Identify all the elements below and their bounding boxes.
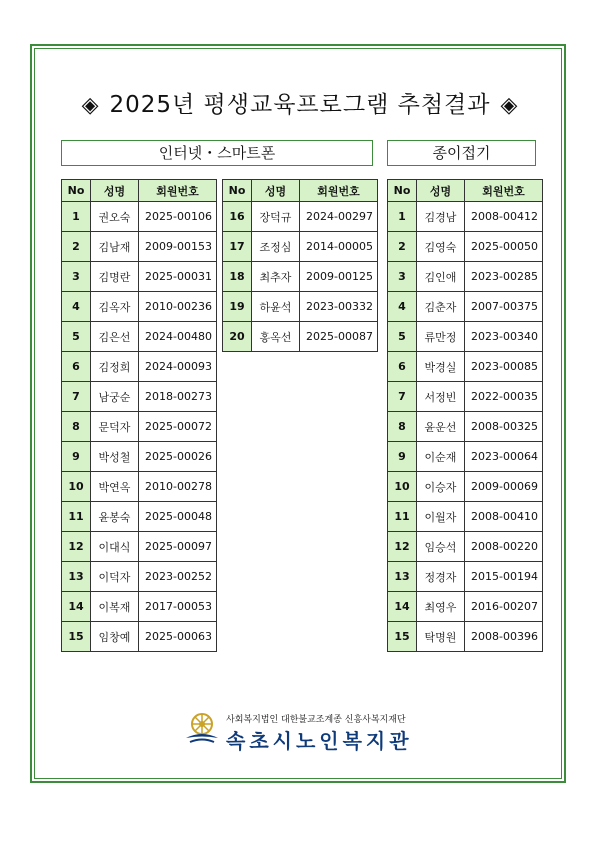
table-row — [388, 502, 543, 532]
member-id: 2008-00396 — [465, 622, 543, 652]
row-number: 9 — [388, 442, 417, 472]
header-name: 성명 — [417, 180, 465, 202]
section-label-origami: 종이접기 — [387, 140, 536, 166]
member-id: 2015-00194 — [465, 562, 543, 592]
diamond-marker-icon: ◈ — [81, 93, 100, 118]
member-id: 2010-00236 — [139, 292, 217, 322]
table-row — [223, 202, 378, 232]
table-row — [62, 412, 217, 442]
member-name: 김남재 — [91, 232, 139, 262]
member-id: 2025-00106 — [139, 202, 217, 232]
member-name: 김영숙 — [417, 232, 465, 262]
row-number: 11 — [62, 502, 91, 532]
member-id: 2022-00035 — [465, 382, 543, 412]
member-name: 이승자 — [417, 472, 465, 502]
member-name: 이덕자 — [91, 562, 139, 592]
table-row — [62, 472, 217, 502]
member-id: 2025-00072 — [139, 412, 217, 442]
row-number: 12 — [62, 532, 91, 562]
smartphone-table-2 — [222, 179, 378, 352]
row-number: 16 — [223, 202, 252, 232]
member-name: 김인애 — [417, 262, 465, 292]
member-name: 서정빈 — [417, 382, 465, 412]
table-header-row — [62, 180, 217, 202]
member-name: 김명란 — [91, 262, 139, 292]
table-row — [388, 232, 543, 262]
member-name: 이월자 — [417, 502, 465, 532]
member-id: 2010-00278 — [139, 472, 217, 502]
member-name: 정경자 — [417, 562, 465, 592]
dharma-wheel-lotus-icon — [184, 710, 220, 746]
row-number: 1 — [388, 202, 417, 232]
member-id: 2025-00087 — [300, 322, 378, 352]
member-id: 2024-00480 — [139, 322, 217, 352]
table-row — [62, 622, 217, 652]
member-name: 탁명원 — [417, 622, 465, 652]
org-subtitle: 사회복지법인 대한불교조계종 신흥사복지재단 — [226, 715, 406, 725]
header-no: No — [62, 180, 91, 202]
member-id: 2025-00097 — [139, 532, 217, 562]
member-id: 2008-00325 — [465, 412, 543, 442]
row-number: 6 — [388, 352, 417, 382]
table-row — [223, 292, 378, 322]
member-id: 2009-00069 — [465, 472, 543, 502]
row-number: 6 — [62, 352, 91, 382]
table-row — [62, 382, 217, 412]
row-number: 5 — [62, 322, 91, 352]
row-number: 13 — [388, 562, 417, 592]
member-name: 이대식 — [91, 532, 139, 562]
row-number: 2 — [388, 232, 417, 262]
member-id: 2008-00412 — [465, 202, 543, 232]
table-row — [62, 232, 217, 262]
header-no: No — [388, 180, 417, 202]
member-name: 임승석 — [417, 532, 465, 562]
table-row — [388, 592, 543, 622]
row-number: 1 — [62, 202, 91, 232]
table-row — [388, 562, 543, 592]
member-name: 이복재 — [91, 592, 139, 622]
table-row — [388, 472, 543, 502]
table-header-row — [388, 180, 543, 202]
table-row — [388, 532, 543, 562]
member-id: 2023-00064 — [465, 442, 543, 472]
member-id: 2014-00005 — [300, 232, 378, 262]
row-number: 11 — [388, 502, 417, 532]
row-number: 2 — [62, 232, 91, 262]
table-row — [62, 592, 217, 622]
member-id: 2009-00153 — [139, 232, 217, 262]
member-name: 남궁순 — [91, 382, 139, 412]
member-id: 2008-00410 — [465, 502, 543, 532]
member-name: 윤봉숙 — [91, 502, 139, 532]
row-number: 14 — [62, 592, 91, 622]
header-member-id: 회원번호 — [300, 180, 378, 202]
row-number: 12 — [388, 532, 417, 562]
header-name: 성명 — [252, 180, 300, 202]
member-id: 2025-00031 — [139, 262, 217, 292]
member-id: 2023-00252 — [139, 562, 217, 592]
origami-table — [387, 179, 543, 652]
row-number: 19 — [223, 292, 252, 322]
row-number: 7 — [388, 382, 417, 412]
member-name: 최영우 — [417, 592, 465, 622]
row-number: 10 — [388, 472, 417, 502]
member-name: 하윤석 — [252, 292, 300, 322]
member-name: 김춘자 — [417, 292, 465, 322]
row-number: 18 — [223, 262, 252, 292]
table-row — [62, 262, 217, 292]
table-row — [388, 202, 543, 232]
table-row — [388, 442, 543, 472]
table-row — [388, 322, 543, 352]
member-name: 문덕자 — [91, 412, 139, 442]
member-name: 윤운선 — [417, 412, 465, 442]
member-name: 김옥자 — [91, 292, 139, 322]
member-id: 2008-00220 — [465, 532, 543, 562]
section-label-smartphone: 인터넷・스마트폰 — [61, 140, 373, 166]
member-id: 2024-00297 — [300, 202, 378, 232]
member-name: 임창예 — [91, 622, 139, 652]
member-name: 김은선 — [91, 322, 139, 352]
member-id: 2017-00053 — [139, 592, 217, 622]
member-id: 2023-00085 — [465, 352, 543, 382]
table-row — [62, 442, 217, 472]
header-no: No — [223, 180, 252, 202]
row-number: 15 — [62, 622, 91, 652]
row-number: 10 — [62, 472, 91, 502]
member-id: 2023-00340 — [465, 322, 543, 352]
table-row — [62, 562, 217, 592]
row-number: 5 — [388, 322, 417, 352]
table-row — [388, 352, 543, 382]
member-name: 홍옥선 — [252, 322, 300, 352]
table-row — [223, 232, 378, 262]
member-id: 2025-00026 — [139, 442, 217, 472]
org-name: 속초시노인복지관 — [226, 729, 413, 753]
diamond-marker-icon: ◈ — [500, 93, 519, 118]
table-row — [388, 382, 543, 412]
table-row — [62, 202, 217, 232]
member-name: 권오숙 — [91, 202, 139, 232]
member-id: 2009-00125 — [300, 262, 378, 292]
member-id: 2023-00285 — [465, 262, 543, 292]
header-name: 성명 — [91, 180, 139, 202]
table-row — [62, 352, 217, 382]
table-row — [388, 412, 543, 442]
member-id: 2023-00332 — [300, 292, 378, 322]
row-number: 8 — [62, 412, 91, 442]
member-name: 김경남 — [417, 202, 465, 232]
member-id: 2016-00207 — [465, 592, 543, 622]
row-number: 7 — [62, 382, 91, 412]
row-number: 4 — [62, 292, 91, 322]
member-name: 김정희 — [91, 352, 139, 382]
member-name: 최추자 — [252, 262, 300, 292]
member-name: 박성철 — [91, 442, 139, 472]
row-number: 20 — [223, 322, 252, 352]
member-id: 2025-00048 — [139, 502, 217, 532]
table-row — [62, 322, 217, 352]
row-number: 17 — [223, 232, 252, 262]
member-name: 류만정 — [417, 322, 465, 352]
page-title-text: 2025년 평생교육프로그램 추첨결과 — [109, 92, 491, 118]
table-row — [223, 262, 378, 292]
table-row — [62, 502, 217, 532]
table-row — [388, 292, 543, 322]
header-member-id: 회원번호 — [139, 180, 217, 202]
header-member-id: 회원번호 — [465, 180, 543, 202]
member-id: 2025-00050 — [465, 232, 543, 262]
table-row — [62, 292, 217, 322]
table-header-row — [223, 180, 378, 202]
row-number: 15 — [388, 622, 417, 652]
table-row — [223, 322, 378, 352]
member-name: 박경실 — [417, 352, 465, 382]
row-number: 13 — [62, 562, 91, 592]
member-id: 2025-00063 — [139, 622, 217, 652]
member-name: 조정심 — [252, 232, 300, 262]
row-number: 14 — [388, 592, 417, 622]
row-number: 4 — [388, 292, 417, 322]
table-row — [388, 262, 543, 292]
smartphone-table-1 — [61, 179, 217, 652]
row-number: 9 — [62, 442, 91, 472]
row-number: 3 — [62, 262, 91, 292]
table-row — [388, 622, 543, 652]
member-id: 2018-00273 — [139, 382, 217, 412]
member-name: 이순재 — [417, 442, 465, 472]
member-name: 박연옥 — [91, 472, 139, 502]
table-row — [62, 532, 217, 562]
member-name: 장덕규 — [252, 202, 300, 232]
member-id: 2007-00375 — [465, 292, 543, 322]
page-title — [0, 86, 600, 119]
member-id: 2024-00093 — [139, 352, 217, 382]
row-number: 3 — [388, 262, 417, 292]
row-number: 8 — [388, 412, 417, 442]
